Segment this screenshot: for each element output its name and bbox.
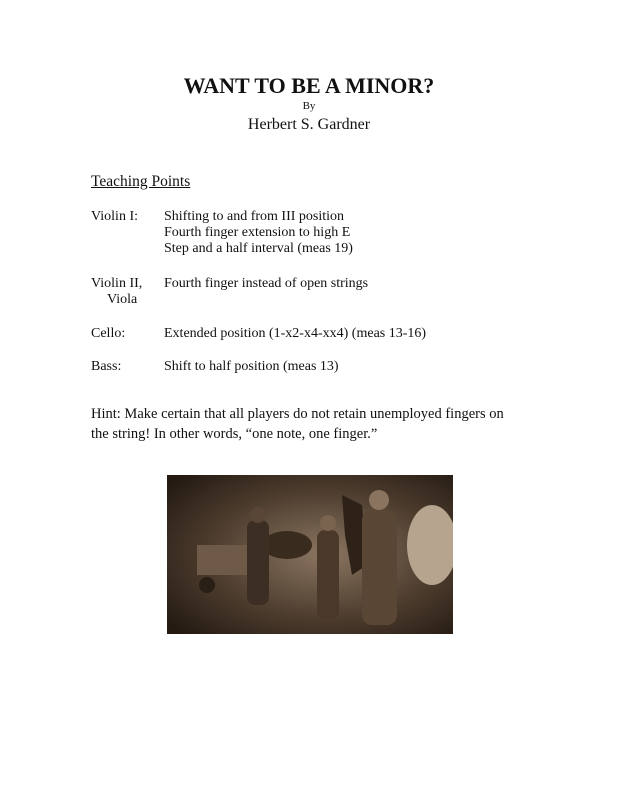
author-name: Herbert S. Gardner: [247, 116, 371, 133]
point-line: Shifting to and from III position: [164, 209, 345, 224]
point-line: Extended position (1-x2-x4-xx4) (meas 13-16): [164, 326, 427, 341]
hint-line: Hint: Make certain that all players do not retain unemployed fingers on: [91, 406, 504, 422]
section-heading: Teaching Points: [91, 173, 191, 190]
hint-line: the string! In other words, “one note, one finger.”: [91, 426, 378, 442]
point-label-violin2: Violin II,: [91, 276, 143, 291]
miners-photo: [167, 475, 453, 634]
page-title: WANT TO BE A MINOR?: [183, 73, 435, 98]
point-label-bass: Bass:: [91, 359, 122, 374]
point-line: Shift to half position (meas 13): [164, 359, 339, 374]
point-label-cello: Cello:: [91, 326, 126, 341]
point-line: Step and a half interval (meas 19): [164, 241, 353, 256]
point-label-viola: Viola: [107, 292, 138, 307]
point-label-violin1: Violin I:: [91, 209, 138, 224]
point-line: Fourth finger instead of open strings: [164, 276, 369, 291]
byline-label: By: [302, 100, 316, 112]
point-line: Fourth finger extension to high E: [164, 225, 351, 240]
